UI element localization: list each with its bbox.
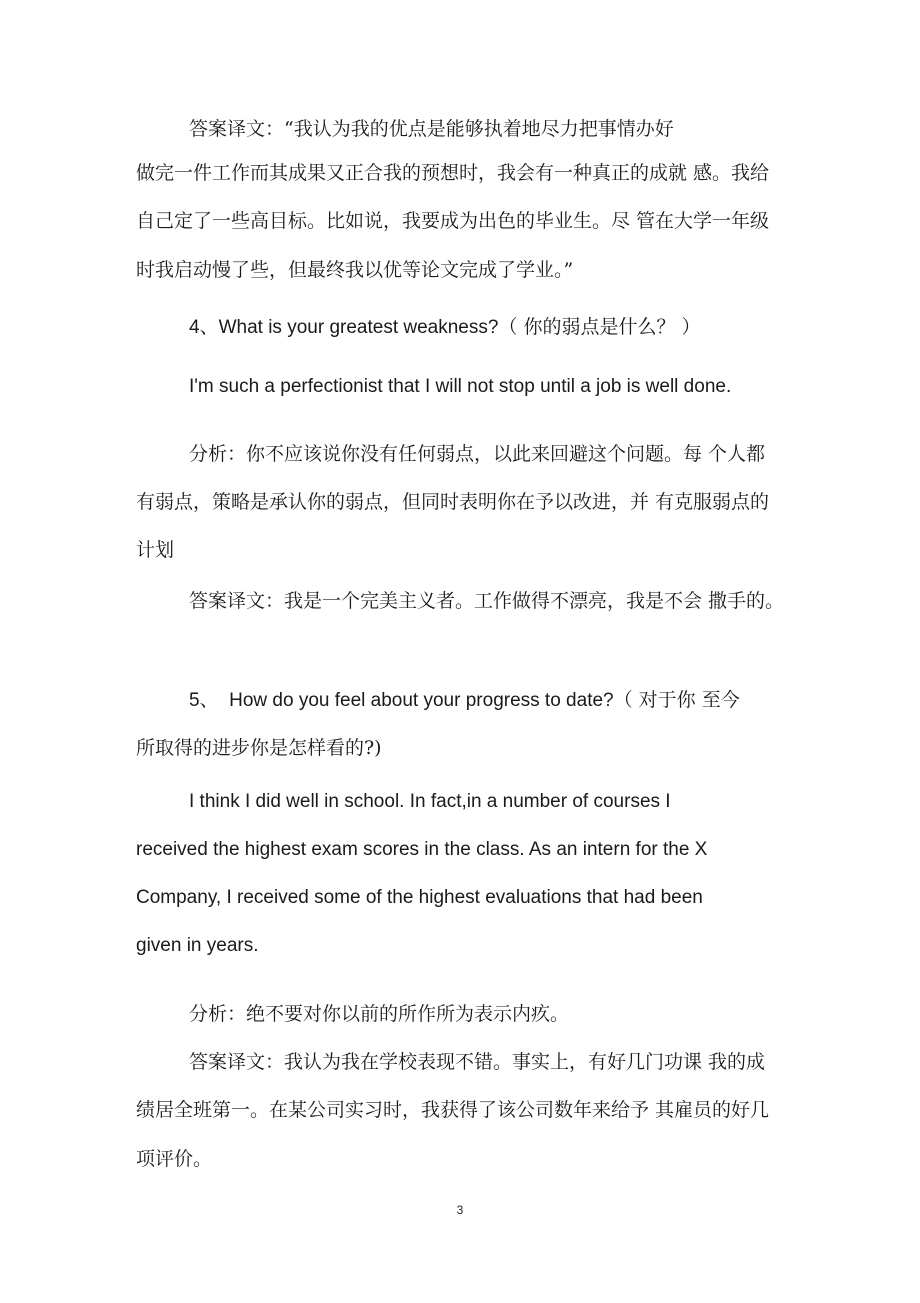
- paragraph-line: 分析：你不应该说你没有任何弱点，以此来回避这个问题。每 个人都: [189, 443, 766, 465]
- answer-5-english-line: Company, I received some of the highest evaluations that had been: [136, 887, 703, 908]
- answer-5-english-line: I think I did well in school. In fact,in a number of courses I: [189, 791, 671, 812]
- paragraph-line: 绩居全班第一。在某公司实习时，我获得了该公司数年来给予 其雇员的好几: [136, 1099, 770, 1121]
- paragraph-line: 计划: [136, 539, 175, 561]
- answer-5-english-line: given in years.: [136, 935, 259, 956]
- paragraph-line: 有弱点，策略是承认你的弱点，但同时表明你在予以改进，并 有克服弱点的: [136, 491, 770, 513]
- answer-5-english-line: received the highest exam scores in the class. As an intern for the X: [136, 839, 708, 860]
- answer-4-english: I'm such a perfectionist that I will not stop until a job is well done.: [189, 376, 732, 397]
- paragraph-line: 答案译文：“我认为我的优点是能够执着地尽力把事情办好: [189, 118, 674, 140]
- paragraph-line: 项评价。: [136, 1148, 213, 1170]
- paragraph-line: 时我启动慢了些，但最终我以优等论文完成了学业。”: [136, 259, 574, 281]
- question-4-number: 4、: [189, 317, 219, 338]
- paragraph-line: 自己定了一些高目标。比如说，我要成为出色的毕业生。尽 管在大学一年级: [136, 210, 770, 232]
- paragraph-line: 所取得的进步你是怎样看的?): [136, 737, 382, 759]
- paragraph-line: 分析：绝不要对你以前的所作所为表示内疚。: [189, 1003, 570, 1025]
- question-5-translation: （ 对于你 至今: [613, 689, 740, 711]
- page-number: 3: [456, 1203, 464, 1217]
- question-4-translation: （ 你的弱点是什么？ ）: [498, 316, 701, 338]
- question-5-text: How do you feel about your progress to date?: [229, 690, 614, 711]
- question-5-heading: [189, 691, 740, 710]
- paragraph-line: 答案译文：我认为我在学校表现不错。事实上，有好几门功课 我的成: [189, 1051, 766, 1073]
- paragraph-line: 答案译文：我是一个完美主义者。工作做得不漂亮，我是不会 撒手的。: [189, 590, 785, 612]
- paragraph-line: 做完一件工作而其成果又正合我的预想时，我会有一种真正的成就 感。我给: [136, 162, 770, 184]
- question-4-heading: [189, 318, 701, 337]
- question-5-number: 5、: [189, 690, 219, 711]
- question-4-text: What is your greatest weakness?: [218, 317, 499, 338]
